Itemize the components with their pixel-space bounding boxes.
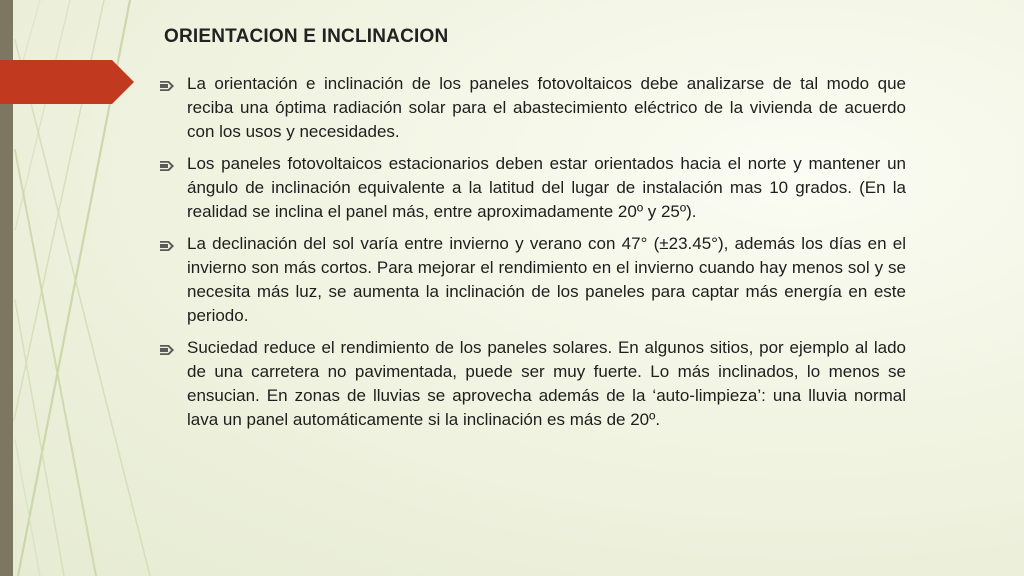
bullet-item [160,72,906,144]
bullet-text: La declinación del sol varía entre invierno y verano con 47° (±23.45°), además los días en el invierno son más cortos. Para mejorar el rendimiento en el invierno cuando hay menos sol y se necesita más luz, se aumenta la inclinación de los paneles para captar más energía en este periodo. [187,234,906,325]
bullet-arrow-icon [160,241,174,251]
title-accent-arrow-icon [0,60,134,104]
bullet-list [160,72,906,440]
bullet-text: La orientación e inclinación de los paneles fotovoltaicos debe analizarse de tal modo que reciba una óptima radiación solar para el abastecimiento eléctrico de la vivienda de acuerdo con los usos y necesidades. [187,74,906,141]
bullet-arrow-icon [160,81,174,91]
bullet-arrow-icon [160,161,174,171]
bullet-text: Los paneles fotovoltaicos estacionarios deben estar orientados hacia el norte y mantener un ángulo de inclinación equivalente a la latitud del lugar de instalación mas 10 grados. (En la realidad se inclina el panel más, entre aproximadamente 20º y 25º). [187,154,906,221]
bullet-text: Suciedad reduce el rendimiento de los paneles solares. En algunos sitios, por ejemplo al lado de una carretera no pavimentada, puede ser muy fuerte. Lo más inclinados, lo menos se ensucian. En zonas de lluvias se aprovecha además de la ‘auto-limpieza’: una lluvia normal lava un panel automáticamente si la inclinación es más de 20º. [187,338,906,429]
bullet-item [160,336,906,432]
bullet-arrow-icon [160,345,174,355]
slide-title: ORIENTACION E INCLINACION [164,26,449,47]
bullet-item [160,232,906,328]
bullet-item [160,152,906,224]
